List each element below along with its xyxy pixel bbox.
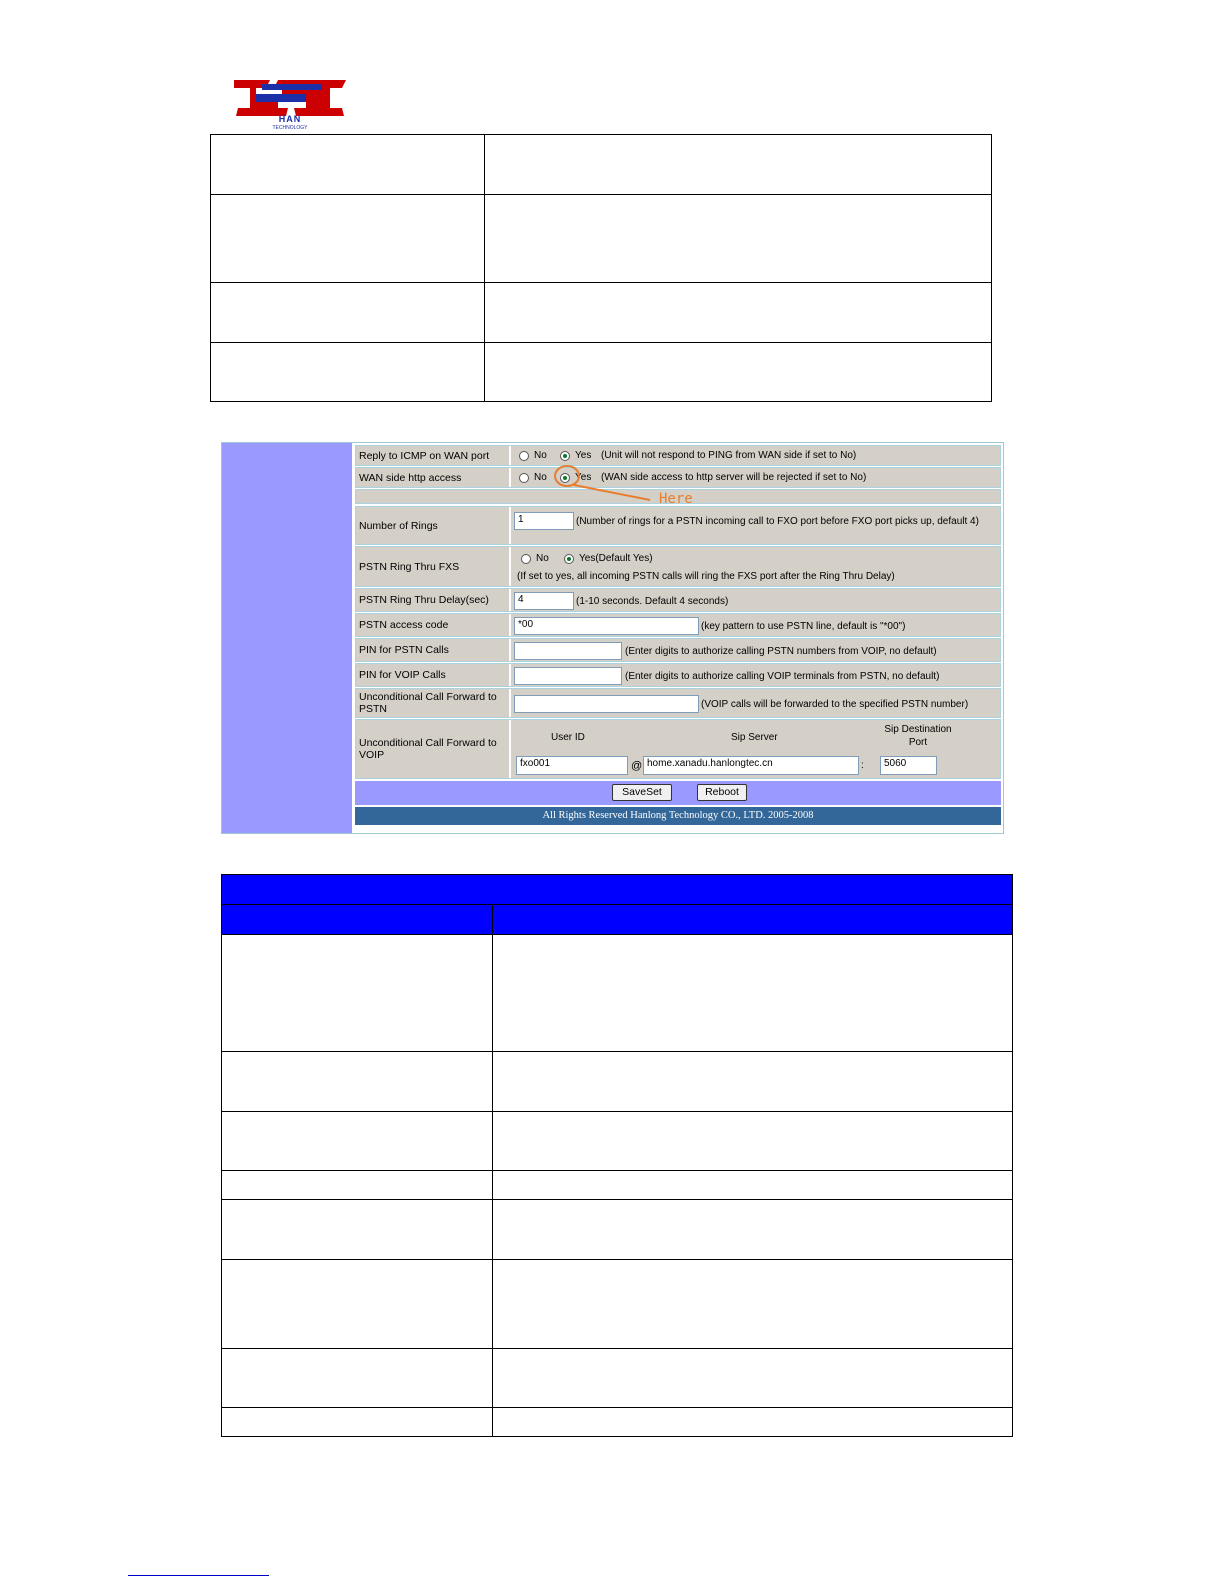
table-cell <box>222 1112 493 1171</box>
table-cell <box>222 1260 493 1349</box>
svg-text:TECHNOLOGY: TECHNOLOGY <box>272 125 308 130</box>
table-cell <box>485 343 992 402</box>
table-cell <box>493 1408 1013 1437</box>
row-label: PSTN Ring Thru FXS <box>356 547 511 586</box>
config-screenshot <box>221 442 1004 834</box>
radio-yes-label: Yes <box>575 450 592 461</box>
row-label: Unconditional Call Forward to PSTN <box>356 689 511 717</box>
table-cell <box>493 1171 1013 1200</box>
row-label: PIN for PSTN Calls <box>356 639 511 661</box>
row-note: (Unit will not respond to PING from WAN side if set to No) <box>601 450 857 461</box>
hanlong-logo <box>226 78 354 130</box>
access-code-input[interactable]: *00 <box>514 617 699 635</box>
row-note: (WAN side access to http server will be rejected if set to No) <box>601 472 867 483</box>
sip-server-input[interactable]: home.xanadu.hanlongtec.cn <box>643 756 859 775</box>
table-cell <box>493 935 1013 1052</box>
row-label: Reply to ICMP on WAN port <box>356 446 511 465</box>
table-cell <box>493 1260 1013 1349</box>
table-cell <box>493 1349 1013 1408</box>
row-note: (Enter digits to authorize calling PSTN numbers from VOIP, no default) <box>625 646 937 657</box>
row-note: (Enter digits to authorize calling VOIP terminals from PSTN, no default) <box>625 671 940 682</box>
copyright-footer: All Rights Reserved Hanlong Technology CO., LTD. 2005-2008 <box>355 807 1001 825</box>
row-label: PSTN Ring Thru Delay(sec) <box>356 589 511 611</box>
table-cell <box>493 1052 1013 1112</box>
row-note: (key pattern to use PSTN line, default is "*00") <box>701 621 906 632</box>
annotation-overlay <box>222 443 1003 833</box>
table-cell <box>493 1200 1013 1260</box>
radio-yes-label: Yes <box>575 472 592 483</box>
row-note: (VOIP calls will be forwarded to the specified PSTN number) <box>701 699 969 710</box>
footer-link-underline <box>128 1575 269 1576</box>
table-cell <box>222 1349 493 1408</box>
table-column-header <box>493 905 1013 935</box>
table-cell <box>222 1171 493 1200</box>
table-cell <box>211 135 485 195</box>
row-note: (If set to yes, all incoming PSTN calls will ring the FXS port after the Ring Thru Delay) <box>517 571 895 582</box>
table-cell <box>222 1052 493 1112</box>
bottom-table <box>221 874 1013 1437</box>
at-symbol: @ <box>631 760 643 772</box>
row-label: Unconditional Call Forward to VOIP <box>356 720 511 778</box>
svg-text:HAN: HAN <box>278 114 302 124</box>
user-id-header: User ID <box>551 732 585 743</box>
row-note: (1-10 seconds. Default 4 seconds) <box>576 596 729 607</box>
colon-symbol: : <box>861 760 864 771</box>
annotation-circle <box>555 466 579 486</box>
table-cell <box>485 283 992 343</box>
sip-port-header: Sip Destination Port <box>884 724 952 748</box>
table-cell <box>211 343 485 402</box>
sip-server-header: Sip Server <box>731 732 778 743</box>
table-cell <box>485 195 992 283</box>
table-column-header <box>222 905 493 935</box>
annotation-here-label: Here <box>659 491 693 507</box>
rings-input[interactable]: 1 <box>514 512 574 530</box>
row-label: WAN side http access <box>356 468 511 487</box>
delay-input[interactable]: 4 <box>514 592 574 610</box>
radio-no-label: No <box>534 450 547 461</box>
table-cell <box>493 1112 1013 1171</box>
table-header-band <box>222 875 1013 905</box>
row-label: PSTN access code <box>356 614 511 636</box>
saveset-button[interactable]: SaveSet <box>612 784 672 801</box>
table-cell <box>222 1408 493 1437</box>
table-cell <box>485 135 992 195</box>
row-label: Number of Rings <box>356 507 511 544</box>
table-cell <box>222 1200 493 1260</box>
table-cell <box>222 935 493 1052</box>
radio-no-label: No <box>534 472 547 483</box>
table-cell <box>211 283 485 343</box>
table-cell <box>211 195 485 283</box>
radio-yes-label: Yes(Default Yes) <box>579 553 653 564</box>
user-id-input[interactable]: fxo001 <box>516 756 628 775</box>
row-label: PIN for VOIP Calls <box>356 664 511 686</box>
top-table <box>210 134 992 402</box>
annotation-arrow-line <box>574 485 650 500</box>
reboot-button[interactable]: Reboot <box>697 784 747 801</box>
sip-port-input[interactable]: 5060 <box>880 756 937 775</box>
radio-no-label: No <box>536 553 549 564</box>
row-note: (Number of rings for a PSTN incoming call to FXO port before FXO port picks up, default 4) <box>576 516 979 527</box>
